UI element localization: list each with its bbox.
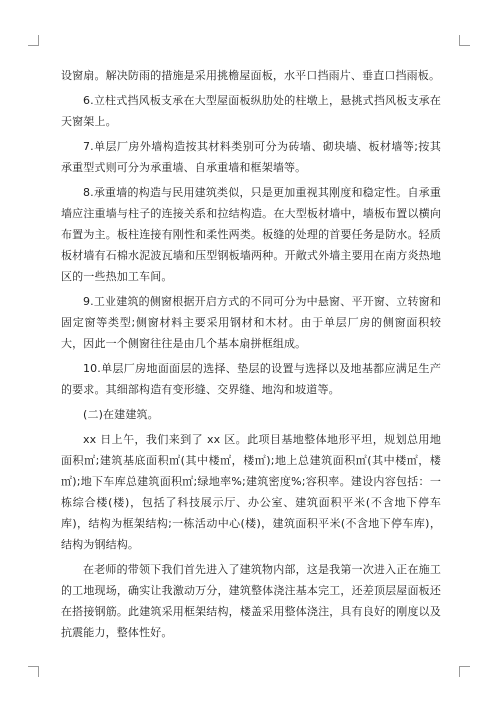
paragraph-item-9: 9.工业建筑的侧窗根据开启方式的不同可分为中悬窗、平开窗、立转窗和固定窗等类型;侧窗材料主要采用钢材和木材。由于单层厂房的侧窗面积较大，因此一个侧窗往往是由几个基本扇拼框组成。: [61, 295, 441, 350]
paragraph-item-7: 7.单层厂房外墙构造按其材料类别可分为砖墙、砌块墙、板材墙等;按其承重型式则可分为承重墙、自承重墙和框架墙等。: [61, 140, 441, 174]
crop-mark-top-left: [28, 35, 39, 46]
paragraph-item-6: 6.立柱式挡风板支承在大型屋面板纵肋处的柱墩上，悬挑式挡风板支承在天窗架上。: [61, 94, 441, 128]
paragraph-building-interior: 在老师的带领下我们首先进入了建筑物内部，这是我第一次进入正在施工的工地现场，确实让我激动万分，建筑整体浇注基本完工，还差顶层屋面板还在搭接钢筋。此建筑采用框架结构，楼盖采用整体浇注，具有良好的刚度以及抗震能力，整体性好。: [61, 563, 441, 639]
paragraph-item-10: 10.单层厂房地面面层的选择、垫层的设置与选择以及地基都应满足生产的要求。其细部构造有变形缝、交界缝、地沟和坡道等。: [61, 362, 441, 396]
paragraph-site-visit: xx 日上午，我们来到了 xx 区。此项目基地整体地形平坦，规划总用地面积㎡;建筑基底面积㎡(其中楼㎡，楼㎡);地上总建筑面积㎡(其中楼㎡，楼㎡);地下车库总建筑面积㎡;绿地率%;建筑密度%;容积率。建设内容包括：一栋综合楼(楼)，包括了科技展示厅、办公室、建筑面积平米(不含地下停车库)，结构为框架结构;一栋活动中心(楼)，建筑面积平米(不含地下停车库)，结构为钢结构。: [61, 433, 441, 551]
document-body: [61, 65, 441, 647]
crop-mark-bottom-left: [28, 666, 39, 677]
paragraph-continuation: 设窗扇。解决防雨的措施是采用挑檐屋面板，水平口挡雨片、垂直口挡雨板。: [61, 69, 441, 82]
crop-mark-bottom-right: [459, 666, 470, 677]
paragraph-item-8: 8.承重墙的构造与民用建筑类似，只是更加重视其刚度和稳定性。自承重墙应注重墙与柱子的连接关系和拉结构造。在大型板材墙中，墙板布置以横向布置为主。板柱连接有刚性和柔性两类。板缝的处理的首要任务是防水。轻质板材墙有石棉水泥波瓦墙和压型钢板墙两种。开敞式外墙主要用在南方炎热地区的一些热加工车间。: [61, 186, 441, 283]
section-heading: (二)在建建筑。: [83, 408, 159, 421]
crop-mark-top-right: [459, 35, 470, 46]
